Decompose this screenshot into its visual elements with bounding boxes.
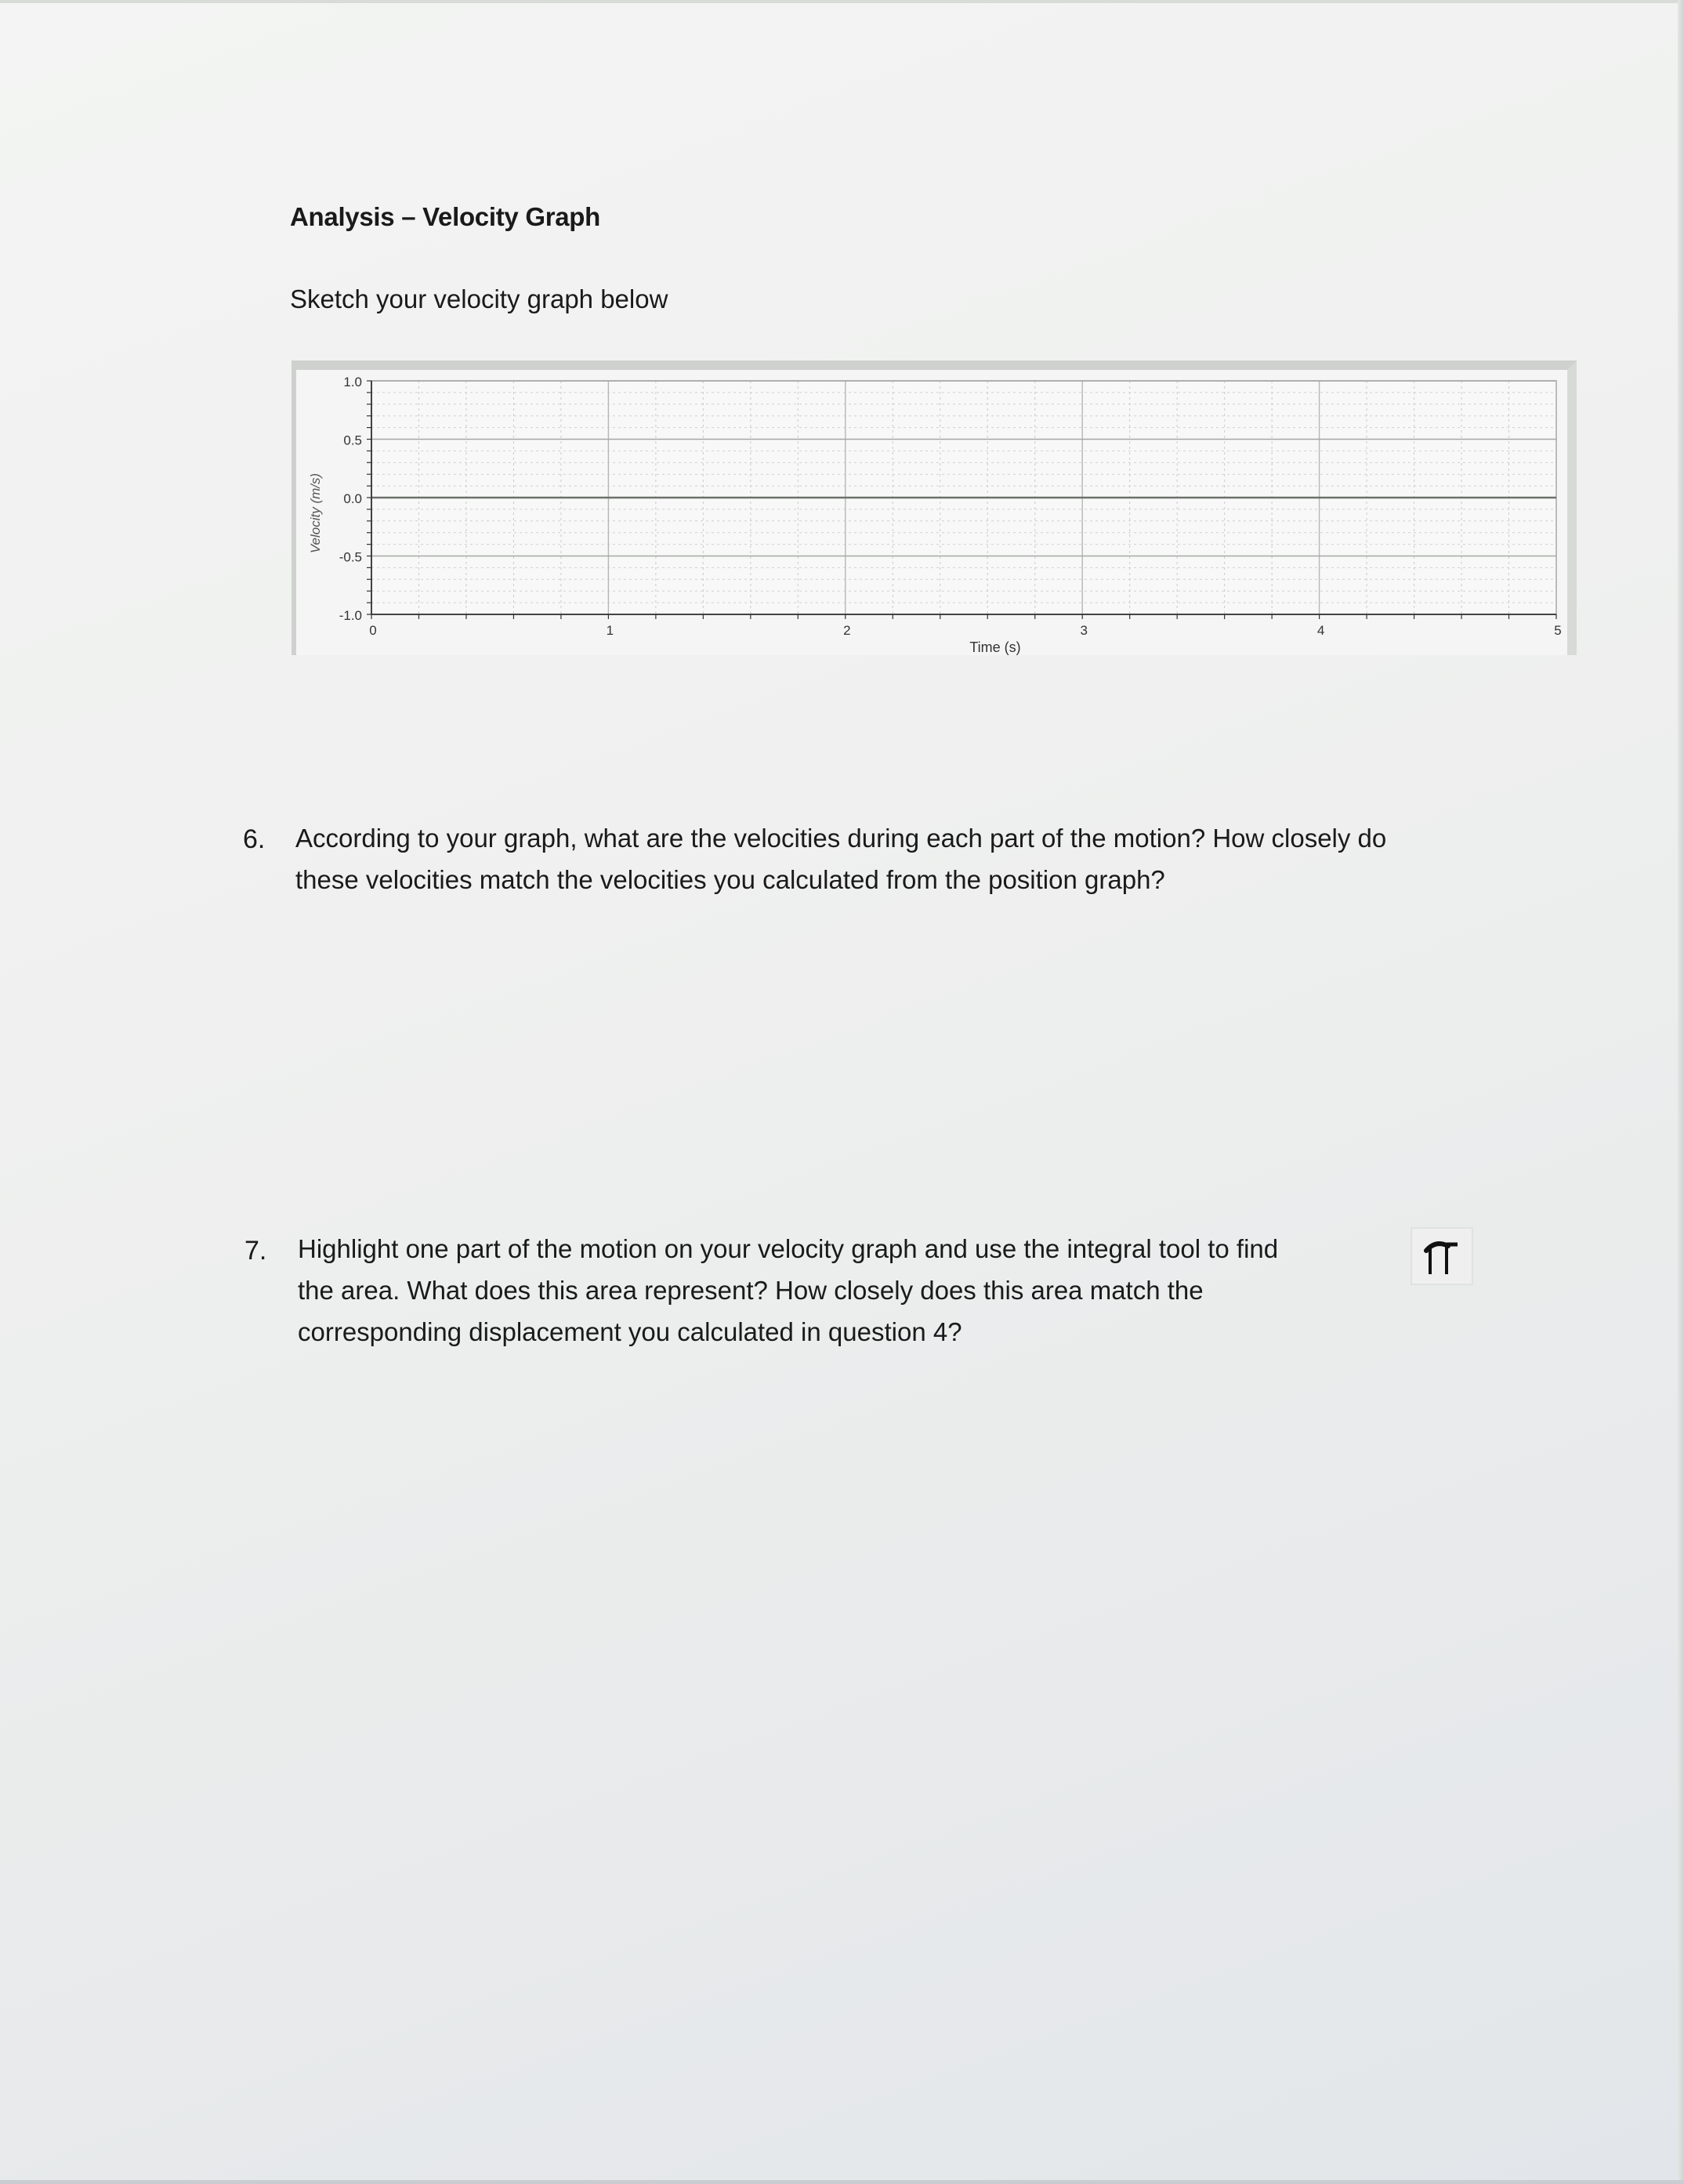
x-tick-label: 1 xyxy=(606,623,614,638)
y-tick-label: -0.5 xyxy=(339,549,362,565)
y-tick-label: -1.0 xyxy=(339,608,362,623)
section-heading: Analysis – Velocity Graph xyxy=(290,202,601,231)
page-edge-bottom xyxy=(0,2180,1684,2184)
x-tick-label: 3 xyxy=(1080,623,1088,638)
velocity-graph xyxy=(292,360,1577,655)
y-axis-label: Velocity (m/s) xyxy=(308,473,323,554)
x-tick-label: 0 xyxy=(369,623,377,638)
x-axis-label: Time (s) xyxy=(969,639,1021,655)
page-edge-right xyxy=(1678,0,1684,2184)
integral-icon xyxy=(1412,1229,1472,1284)
question-7-number: 7. xyxy=(244,1236,267,1266)
integral-tool-button[interactable] xyxy=(1411,1227,1473,1285)
x-tick-label: 2 xyxy=(843,623,851,638)
question-7-line-3: corresponding displacement you calculated in question 4? xyxy=(298,1317,962,1346)
y-tick-label: 0.5 xyxy=(343,433,362,448)
question-6-number: 6. xyxy=(243,824,266,854)
question-6-line-1: According to your graph, what are the velocities during each part of the motion? How closely do xyxy=(295,824,1387,853)
instruction-text: Sketch your velocity graph below xyxy=(290,284,668,313)
question-7-line-1: Highlight one part of the motion on your velocity graph and use the integral tool to find xyxy=(298,1234,1279,1263)
x-tick-label: 4 xyxy=(1316,623,1325,638)
y-tick-label: 0.0 xyxy=(343,491,362,506)
question-7-text xyxy=(298,1228,1278,1353)
y-tick-label: 1.0 xyxy=(343,375,362,389)
question-7-line-2: the area. What does this area represent? How closely does this area match the xyxy=(298,1276,1204,1305)
question-6-text xyxy=(295,817,1386,900)
question-6-line-2: these velocities match the velocities you calculated from the position graph? xyxy=(295,865,1165,894)
velocity-graph-svg xyxy=(296,370,1567,655)
page-edge-top xyxy=(0,0,1684,3)
x-tick-label: 5 xyxy=(1554,623,1562,638)
